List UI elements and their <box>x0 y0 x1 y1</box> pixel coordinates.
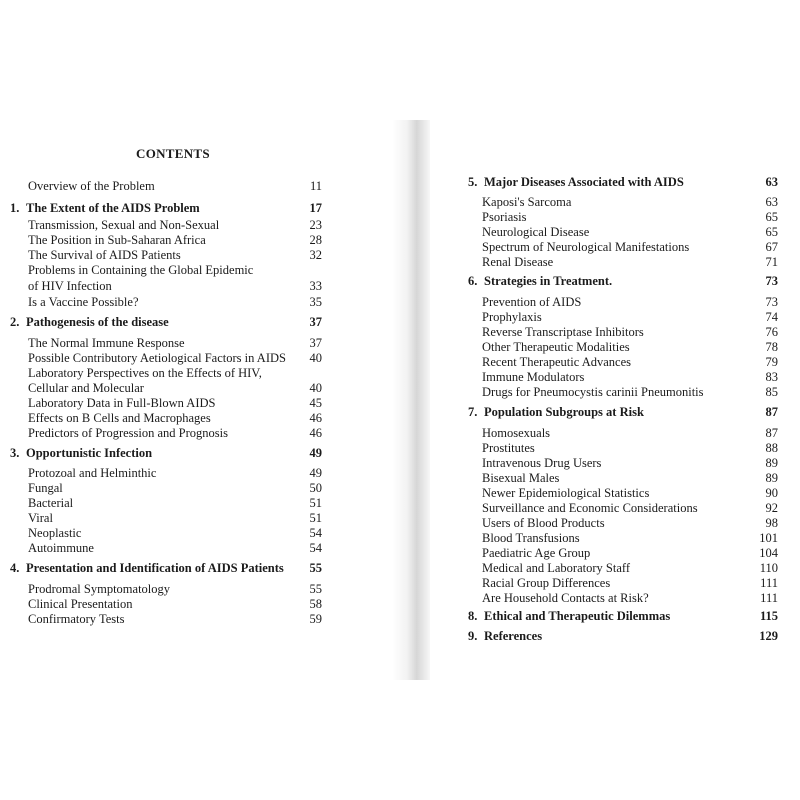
toc-entry: Laboratory Perspectives on the Effects of HIV, <box>28 366 262 380</box>
chapter-title: References <box>484 629 543 643</box>
chapter-page-number: 49 <box>309 446 322 460</box>
entry-page-number: 33 <box>309 279 322 293</box>
entry-page-number: 90 <box>765 486 778 500</box>
entry-page-number: 46 <box>309 426 322 440</box>
toc-entry: Immune Modulators <box>482 370 585 384</box>
toc-entry: Bacterial <box>28 496 74 510</box>
chapter-page-number: 63 <box>765 175 778 189</box>
chapter-number: 2. <box>10 315 20 329</box>
entry-page-number: 28 <box>309 233 322 247</box>
toc-entry: Protozoal and Helminthic <box>28 466 157 480</box>
chapter-title: Ethical and Therapeutic Dilemmas <box>484 609 671 623</box>
right-page <box>420 0 800 800</box>
toc-entry: Prodromal Symptomatology <box>28 582 171 596</box>
chapter-page-number: 17 <box>309 201 322 215</box>
toc-entry: Autoimmune <box>28 541 94 555</box>
toc-entry: Psoriasis <box>482 210 527 224</box>
entry-page-number: 88 <box>765 441 778 455</box>
entry-page-number: 76 <box>765 325 778 339</box>
chapter-number: 4. <box>10 561 20 575</box>
entry-page-number: 104 <box>759 546 778 560</box>
entry-page-number: 65 <box>765 225 778 239</box>
entry-page-number: 54 <box>309 526 322 540</box>
chapter-page-number: 87 <box>765 405 778 419</box>
toc-entry: Laboratory Data in Full-Blown AIDS <box>28 396 216 410</box>
toc-entry: Recent Therapeutic Advances <box>482 355 632 369</box>
chapter-number: 8. <box>468 609 478 623</box>
toc-entry: The Survival of AIDS Patients <box>28 248 181 262</box>
toc-entry: Cellular and Molecular <box>28 381 144 395</box>
toc-entry: Spectrum of Neurological Manifestations <box>482 240 690 254</box>
toc-entry: Other Therapeutic Modalities <box>482 340 630 354</box>
entry-page-number: 87 <box>765 426 778 440</box>
toc-entry: Are Household Contacts at Risk? <box>482 591 649 605</box>
toc-entry: Confirmatory Tests <box>28 612 125 626</box>
toc-entry: Renal Disease <box>482 255 554 269</box>
entry-page-number: 79 <box>765 355 778 369</box>
entry-page-number: 89 <box>765 471 778 485</box>
toc-entry: Prevention of AIDS <box>482 295 582 309</box>
toc-entry: Intravenous Drug Users <box>482 456 602 470</box>
entry-page-number: 98 <box>765 516 778 530</box>
chapter-number: 9. <box>468 629 478 643</box>
entry-page-number: 65 <box>765 210 778 224</box>
chapter-number: 3. <box>10 446 20 460</box>
chapter-title: Opportunistic Infection <box>26 446 153 460</box>
entry-page-number: 45 <box>309 396 322 410</box>
toc-entry: Transmission, Sexual and Non-Sexual <box>28 218 220 232</box>
chapter-title: Major Diseases Associated with AIDS <box>484 175 684 189</box>
toc-entry: Overview of the Problem <box>28 179 155 193</box>
toc-entry: The Position in Sub-Saharan Africa <box>28 233 206 247</box>
entry-page-number: 101 <box>759 531 778 545</box>
entry-page-number: 40 <box>309 351 322 365</box>
entry-page-number: 55 <box>309 582 322 596</box>
toc-entry: Prophylaxis <box>482 310 542 324</box>
entry-page-number: 58 <box>309 597 322 611</box>
entry-page-number: 71 <box>765 255 778 269</box>
chapter-page-number: 73 <box>765 274 778 288</box>
entry-page-number: 63 <box>765 195 778 209</box>
toc-entry: Neurological Disease <box>482 225 590 239</box>
entry-page-number: 46 <box>309 411 322 425</box>
toc-entry: Newer Epidemiological Statistics <box>482 486 650 500</box>
toc-entry: The Normal Immune Response <box>28 336 185 350</box>
entry-page-number: 54 <box>309 541 322 555</box>
entry-page-number: 51 <box>309 496 322 510</box>
entry-page-number: 59 <box>309 612 322 626</box>
chapter-title: The Extent of the AIDS Problem <box>26 201 200 215</box>
toc-entry: Reverse Transcriptase Inhibitors <box>482 325 644 339</box>
toc-entry: Predictors of Progression and Prognosis <box>28 426 228 440</box>
entry-page-number: 111 <box>760 576 778 590</box>
entry-page-number: 11 <box>309 179 322 193</box>
entry-page-number: 110 <box>759 561 778 575</box>
chapter-page-number: 129 <box>759 629 778 643</box>
entry-page-number: 50 <box>309 481 322 495</box>
entry-page-number: 111 <box>760 591 778 605</box>
chapter-page-number: 115 <box>759 609 778 623</box>
entry-page-number: 51 <box>309 511 322 525</box>
entry-page-number: 74 <box>765 310 778 324</box>
toc-entry: Effects on B Cells and Macrophages <box>28 411 211 425</box>
chapter-number: 6. <box>468 274 478 288</box>
chapter-title: Presentation and Identification of AIDS Patients <box>26 561 284 575</box>
entry-page-number: 37 <box>309 336 322 350</box>
toc-entry: Neoplastic <box>28 526 82 540</box>
toc-entry: Clinical Presentation <box>28 597 133 611</box>
toc-entry: Users of Blood Products <box>482 516 605 530</box>
toc-entry: Racial Group Differences <box>482 576 611 590</box>
chapter-title: Pathogenesis of the disease <box>26 315 169 329</box>
toc-entry: Drugs for Pneumocystis carinii Pneumonitis <box>482 385 704 399</box>
entry-page-number: 67 <box>765 240 778 254</box>
chapter-number: 7. <box>468 405 478 419</box>
entry-page-number: 89 <box>765 456 778 470</box>
toc-entry: Homosexuals <box>482 426 551 440</box>
toc-entry: Prostitutes <box>482 441 535 455</box>
entry-page-number: 23 <box>309 218 322 232</box>
toc-entry: Viral <box>28 511 53 525</box>
chapter-number: 5. <box>468 175 478 189</box>
entry-page-number: 73 <box>765 295 778 309</box>
toc-entry: Possible Contributory Aetiological Factors in AIDS <box>28 351 286 365</box>
entry-page-number: 49 <box>309 466 322 480</box>
toc-entry: Surveillance and Economic Considerations <box>482 501 698 515</box>
toc-entry: Medical and Laboratory Staff <box>482 561 630 575</box>
chapter-number: 1. <box>10 201 20 215</box>
entry-page-number: 35 <box>309 295 322 309</box>
entry-page-number: 32 <box>309 248 322 262</box>
contents-title: CONTENTS <box>136 146 210 161</box>
chapter-page-number: 55 <box>309 561 322 575</box>
toc-entry: Problems in Containing the Global Epidemic <box>28 263 254 277</box>
toc-entry: of HIV Infection <box>28 279 112 293</box>
entry-page-number: 92 <box>765 501 778 515</box>
toc-entry: Kaposi's Sarcoma <box>482 195 572 209</box>
toc-entry: Paediatric Age Group <box>482 546 591 560</box>
entry-page-number: 78 <box>765 340 778 354</box>
chapter-page-number: 37 <box>309 315 322 329</box>
chapter-title: Strategies in Treatment. <box>484 274 613 288</box>
toc-entry: Blood Transfusions <box>482 531 580 545</box>
toc-entry: Bisexual Males <box>482 471 560 485</box>
toc-entry: Fungal <box>28 481 63 495</box>
entry-page-number: 83 <box>765 370 778 384</box>
chapter-title: Population Subgroups at Risk <box>484 405 644 419</box>
toc-entry: Is a Vaccine Possible? <box>28 295 139 309</box>
entry-page-number: 40 <box>309 381 322 395</box>
entry-page-number: 85 <box>765 385 778 399</box>
